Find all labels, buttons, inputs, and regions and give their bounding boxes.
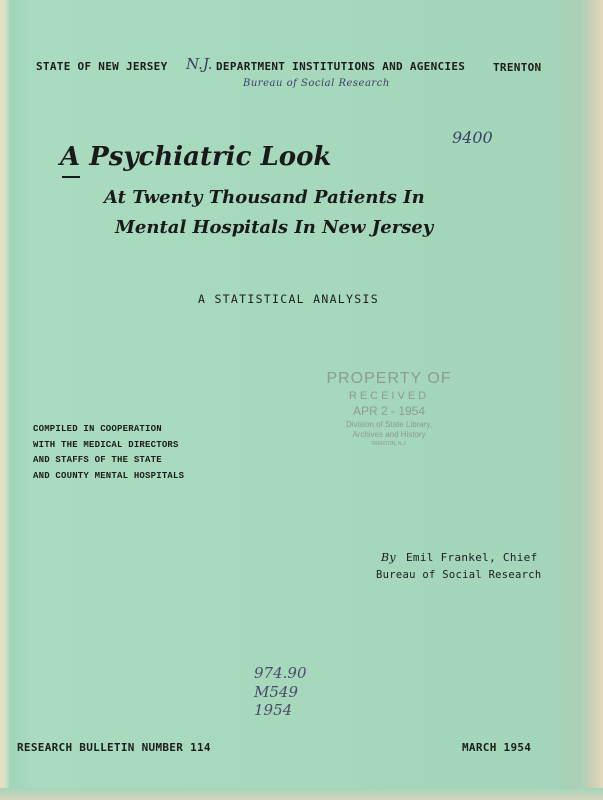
call-number-line-1: 974.90: [254, 664, 307, 682]
compiled-line-2: WITH THE MEDICAL DIRECTORS: [33, 439, 179, 450]
handwritten-number: 9400: [452, 128, 493, 147]
title-line-3: Mental Hospitals In New Jersey: [115, 217, 434, 238]
call-number-line-2: M549: [254, 683, 298, 701]
stamp-line-2: RECEIVED: [348, 390, 430, 402]
compiled-line-3: AND STAFFS OF THE STATE: [33, 455, 162, 465]
stamp-line-1: PROPERTY OF: [326, 370, 452, 387]
header-state: STATE OF NEW JERSEY: [36, 60, 168, 73]
stamp-line-6: TRENTON, N.J.: [371, 441, 407, 447]
subtitle: A STATISTICAL ANALYSIS: [198, 292, 379, 306]
call-number-line-3: 1954: [254, 701, 293, 719]
header-handwritten-bureau: Bureau of Social Research: [243, 78, 390, 89]
library-stamp: [304, 370, 474, 456]
stamp-line-5: Archives and History: [352, 430, 426, 439]
footer-bulletin: RESEARCH BULLETIN NUMBER 114: [17, 741, 211, 754]
author-name: Emil Frankel, Chief: [406, 551, 538, 564]
page-bottom-edge: [0, 788, 603, 800]
compiled-statement: [33, 422, 184, 484]
compiled-line-4: AND COUNTY MENTAL HOSPITALS: [33, 470, 185, 481]
title-underline: [62, 176, 80, 178]
header-department: DEPARTMENT INSTITUTIONS AND AGENCIES: [216, 60, 466, 73]
author-by: By: [381, 551, 396, 564]
footer-date: MARCH 1954: [462, 741, 532, 754]
stamp-line-3: APR 2 - 1954: [352, 404, 426, 418]
page-right-edge: [581, 0, 603, 800]
title-line-2: At Twenty Thousand Patients In: [104, 187, 425, 208]
header-city: TRENTON: [493, 61, 542, 74]
compiled-line-1: COMPILED IN COOPERATION: [33, 424, 162, 434]
stamp-line-4: Division of State Library,: [345, 420, 433, 429]
title-line-1: A Psychiatric Look: [60, 142, 332, 172]
header-handwritten-prefix: N.J.: [186, 55, 213, 73]
author-bureau: Bureau of Social Research: [376, 569, 542, 581]
page-left-edge: [0, 0, 9, 800]
